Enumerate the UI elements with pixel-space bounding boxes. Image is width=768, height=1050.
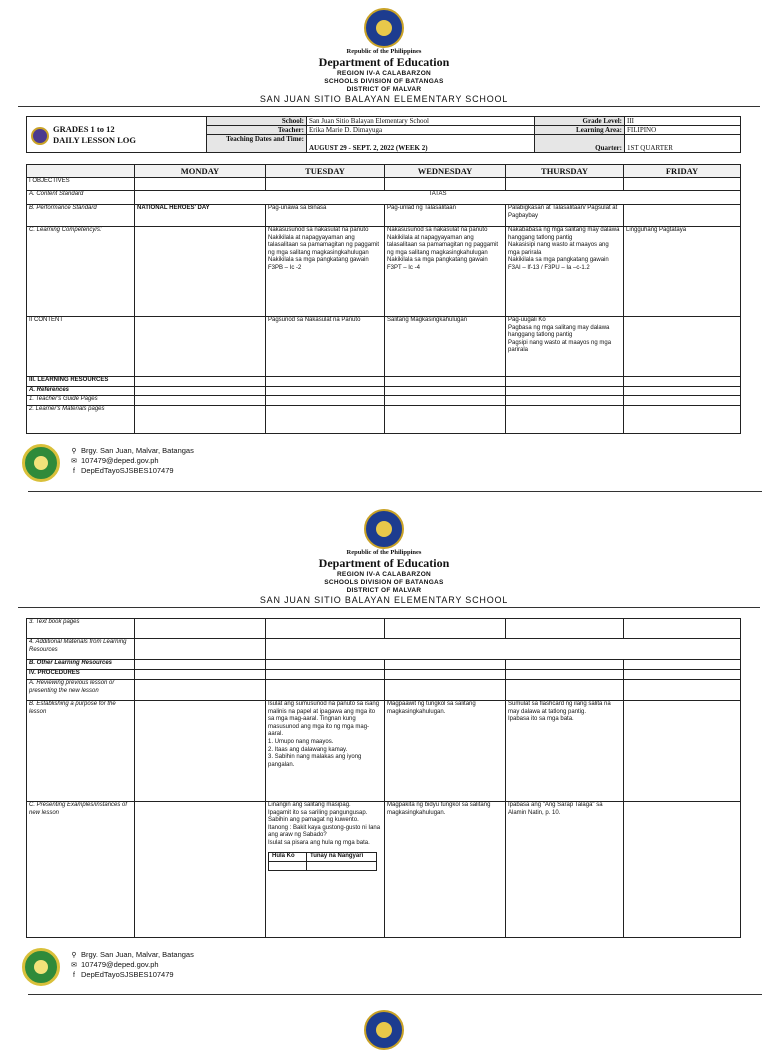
content-thursday: Pag-uugali Ko Pagbasa ng mga salitang may dalawa hanggang tatlong pantig Pagsipi nang wasto at maayos ng mga parirala xyxy=(506,317,624,377)
other-resources-label: B. Other Learning Resources xyxy=(27,660,135,670)
presenting-label: C. Presenting Examples/instances of new lesson xyxy=(27,802,135,938)
footer-divider xyxy=(28,994,762,995)
district-label: DISTRICT OF MALVAR xyxy=(346,587,422,594)
region-label: REGION IV-A CALABARZON xyxy=(336,70,432,77)
email-icon: ✉ xyxy=(71,458,77,465)
footer-divider xyxy=(28,491,762,492)
content-wednesday: Salitang Magkasingkahulugan xyxy=(385,317,506,377)
teacher-value: Erika Marie D. Dimayuga xyxy=(307,126,535,135)
tunay-header: Tunay na Nangyari xyxy=(307,852,377,861)
perf-monday: NATIONAL HEROES' DAY xyxy=(135,205,266,227)
additional-materials-label: 4. Additional Materials from Learning Resources xyxy=(27,639,135,660)
school-label: School: xyxy=(207,117,307,126)
lesson-log-table-page2 xyxy=(26,618,741,938)
estab-thursday: Sumulat sa flashcard ng ilang salita na may dalawa at tatlong pantig. Ipabasa ito sa mga bata. xyxy=(506,701,624,802)
header-divider xyxy=(18,106,760,107)
footer-facebook: DepEdTayoSJSBES107479 xyxy=(81,466,174,475)
dates-value: AUGUST 29 - SEPT. 2, 2022 (WEEK 2) xyxy=(307,135,535,153)
location-pin-icon: ⚲ xyxy=(71,448,77,455)
footer-email: 107479@deped.gov.ph xyxy=(81,456,159,465)
comp-tuesday: Nakasusunod sa nakasulat na panuto Nakikilala at napagyayaman ang talasalitaan sa pamamagitan ng paggamit ng mga salitang magkasingkahulugan Nakikilala sa mga pangkatang gawain F3PB – Ic -2 xyxy=(266,227,385,317)
content-standard-value: TATAS xyxy=(135,191,741,205)
school-logo-icon xyxy=(22,444,60,482)
facebook-icon: f xyxy=(73,468,75,475)
lesson-info-table xyxy=(26,116,741,153)
school-logo-icon xyxy=(22,948,60,986)
grade-label: Grade Level: xyxy=(535,117,625,126)
reviewing-label: A. Reviewing previous lesson or presenting the new lesson xyxy=(27,680,135,701)
department-title: Department of Education xyxy=(318,55,450,69)
establishing-label: B. Establishing a purpose for the lesson xyxy=(27,701,135,802)
comp-wednesday: Nakasusunod sa nakasulat na panuto Nakikilala at napagyayaman ang talasalitaan sa pamamagitan ng paggamit ng mga salitang magkasingkahulugan Nakikilala sa mga pangkatang gawain F3PT – Ic -4 xyxy=(385,227,506,317)
department-title: Department of Education xyxy=(318,556,450,570)
dll-title-cell xyxy=(27,117,207,153)
deped-seal-icon xyxy=(364,1010,404,1050)
perf-wednesday: Pag-unlad ng Talasalitaan xyxy=(385,205,506,227)
hula-table xyxy=(268,852,377,871)
region-label: REGION IV-A CALABARZON xyxy=(336,571,432,578)
pres-tuesday: Linangin ang salitang masipag. Ipagamit ito sa sariling pangungusap. Sabihin ang pamagat ng kuwento. Itanong : Bakit kaya gustong-gusto ni Iana ang araw ng Sabado? Isulat sa pisara ang hula ng mga bata. xyxy=(268,802,381,846)
content-standard-label: A. Content Standard xyxy=(27,191,135,205)
performance-standard-label: B. Performance Standard xyxy=(27,205,135,227)
teacher-label: Teacher: xyxy=(207,126,307,135)
page2-footer xyxy=(22,948,322,988)
area-label: Learning Area: xyxy=(535,126,625,135)
deped-seal-icon xyxy=(364,8,404,48)
references-label: A. References xyxy=(27,387,135,396)
comp-thursday: Nakababasa ng mga salitang may dalawa hanggang tatlong pantig Nakasisipi nang wasto at maayos ang mga parirala Nakikilala sa mga pangkatang gawain F3AI – If-13 / F3PU – Ia –c-1.2 xyxy=(506,227,624,317)
corner-header xyxy=(27,165,135,178)
comp-friday: Lingguhang Pagtataya xyxy=(624,227,741,317)
district-label: DISTRICT OF MALVAR xyxy=(346,86,422,93)
pres-thursday: Ipabasa ang "Ang Sarap Talaga" sa Alamin Natin, p. 10. xyxy=(506,802,624,938)
perf-thursday: Palabigkasan at Talasalitaan/ Pagsulat at Pagbaybay xyxy=(506,205,624,227)
republic-label: Republic of the Philippines xyxy=(346,549,422,556)
quarter-value: 1ST QUARTER xyxy=(625,135,741,153)
content-tuesday: Pagsunod sa Nakasulat na Panuto xyxy=(266,317,385,377)
day-friday: FRIDAY xyxy=(624,165,741,178)
footer-email: 107479@deped.gov.ph xyxy=(81,960,159,969)
day-tuesday: TUESDAY xyxy=(266,165,385,178)
area-value: FILIPINO xyxy=(625,126,741,135)
school-name: SAN JUAN SITIO BALAYAN ELEMENTARY SCHOOL xyxy=(259,94,509,104)
pres-tuesday-cell xyxy=(266,802,385,938)
lm-pages-label: 2. Learner's Materials pages xyxy=(27,406,135,434)
lesson-log-table-page1 xyxy=(26,164,741,434)
facebook-icon: f xyxy=(73,972,75,979)
school-name: SAN JUAN SITIO BALAYAN ELEMENTARY SCHOOL xyxy=(259,595,509,605)
division-label: SCHOOLS DIVISION OF BATANGAS xyxy=(324,579,444,586)
deped-seal-icon xyxy=(364,509,404,549)
resources-label: III. LEARNING RESOURCES xyxy=(27,377,135,387)
estab-tuesday: Isulat ang sumusunod na panuto sa isang malinis na papel at ipagawa ang mga ito sa mga mag-aaral. Tingnan kung masusunod ang mga ito ng mga mag-aaral. 1. Umupo nang maayos. 2. Itaas ang dalawang kamay. 3. Sabihin nang malakas ang iyong pangalan. xyxy=(266,701,385,802)
page1-header xyxy=(0,48,768,104)
page1-footer xyxy=(22,444,322,484)
estab-wednesday: Magpaawit ng tungkol sa salitang magkasingkahulugan. xyxy=(385,701,506,802)
location-pin-icon: ⚲ xyxy=(71,952,77,959)
perf-tuesday: Pag-unawa sa Binasa xyxy=(266,205,385,227)
content-label: II CONTENT xyxy=(27,317,135,377)
header-divider xyxy=(18,607,760,608)
day-wednesday: WEDNESDAY xyxy=(385,165,506,178)
day-monday: MONDAY xyxy=(135,165,266,178)
hula-ko-header: Hula Ko xyxy=(269,852,307,861)
textbook-label: 3. Text book pages xyxy=(27,619,135,639)
school-value: San Juan Sitio Balayan Elementary School xyxy=(307,117,535,126)
email-icon: ✉ xyxy=(71,962,77,969)
quarter-label: Quarter: xyxy=(535,135,625,153)
dll-title: DAILY LESSON LOG xyxy=(53,134,136,145)
procedures-label: IV. PROCEDURES xyxy=(27,670,135,680)
tg-pages-label: 1. Teacher's Guide Pages xyxy=(27,396,135,406)
school-seal-icon xyxy=(31,127,49,145)
objectives-label: I OBJECTIVES xyxy=(27,178,135,191)
competency-label: C. Learning Competency/s: xyxy=(27,227,135,317)
republic-label: Republic of the Philippines xyxy=(346,48,422,55)
pres-wednesday: Magpakita ng bidyu tungkol sa salitang magkasingkahulugan. xyxy=(385,802,506,938)
dates-label: Teaching Dates and Time: xyxy=(207,135,307,153)
day-thursday: THURSDAY xyxy=(506,165,624,178)
footer-address: Brgy. San Juan, Malvar, Batangas xyxy=(81,950,194,959)
footer-address: Brgy. San Juan, Malvar, Batangas xyxy=(81,446,194,455)
division-label: SCHOOLS DIVISION OF BATANGAS xyxy=(324,78,444,85)
page2-header xyxy=(0,549,768,605)
grade-value: III xyxy=(625,117,741,126)
footer-facebook: DepEdTayoSJSBES107479 xyxy=(81,970,174,979)
grades-title: GRADES 1 to 12 xyxy=(53,123,115,134)
